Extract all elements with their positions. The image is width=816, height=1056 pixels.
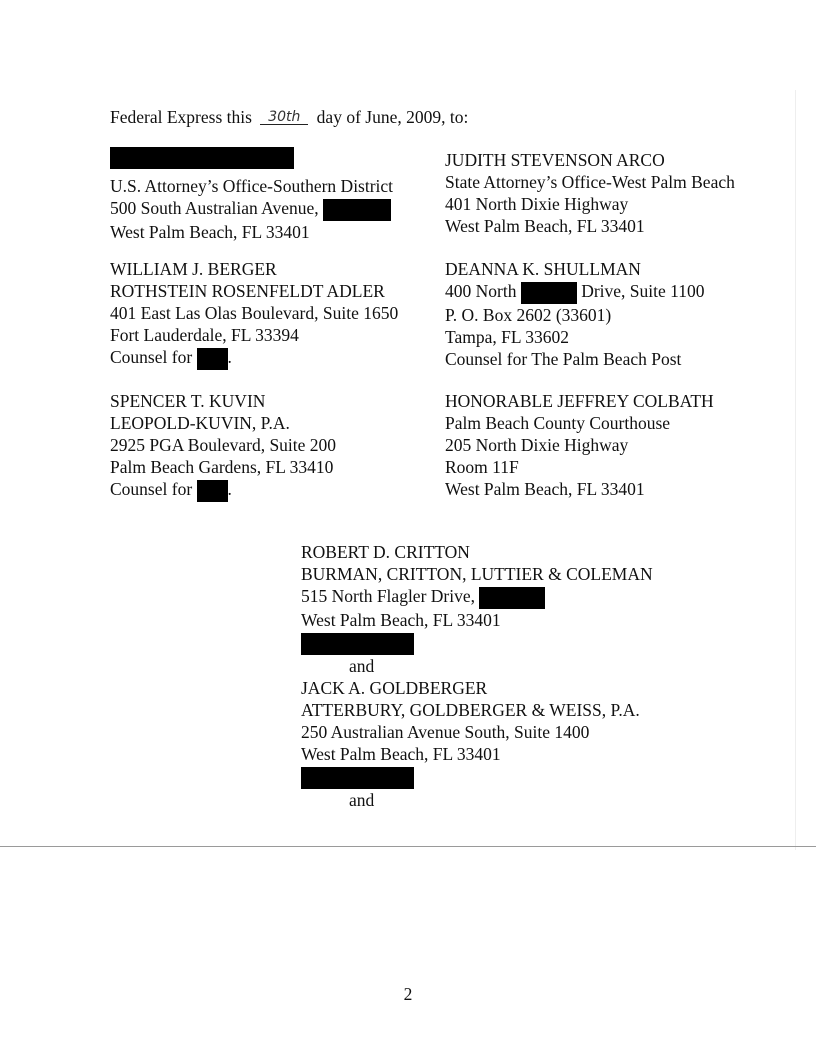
- redaction-bar: [301, 767, 414, 789]
- redaction-row: [301, 631, 653, 655]
- redaction-row: [301, 765, 653, 789]
- attorney-name: ROBERT D. CRITTON: [301, 542, 470, 562]
- redaction-bar: [197, 348, 228, 370]
- address-line: 400 North Drive, Suite 1100: [445, 280, 705, 304]
- attorney-name: SPENCER T. KUVIN: [110, 391, 266, 411]
- address-line: Room 11F: [445, 457, 519, 477]
- scan-artifact-line: [795, 90, 796, 850]
- counsel-line: Counsel for The Palm Beach Post: [445, 348, 682, 369]
- address-line: Fort Lauderdale, FL 33394: [110, 325, 299, 345]
- address-line: Palm Beach County Courthouse: [445, 413, 671, 433]
- firm-name: BURMAN, CRITTON, LUTTIER & COLEMAN: [301, 564, 653, 584]
- address-line: 250 Australian Avenue South, Suite 1400: [301, 721, 590, 742]
- address-line: 500 South Australian Avenue,: [110, 197, 393, 221]
- address-line: U.S. Attorney’s Office-Southern District: [110, 176, 394, 196]
- counsel-line: Counsel for .: [110, 478, 336, 502]
- redaction-bar: [479, 587, 545, 609]
- address-line: West Palm Beach, FL 33401: [301, 743, 501, 764]
- address-line: West Palm Beach, FL 33401: [445, 479, 645, 499]
- counsel-line: Counsel for .: [110, 346, 398, 370]
- handwritten-day: 30th: [260, 110, 308, 125]
- address-line: West Palm Beach, FL 33401: [110, 221, 310, 242]
- intro-text-after: day of June, 2009, to:: [316, 107, 469, 127]
- recipient-kuvin: [110, 390, 336, 502]
- conjunction-and: and: [349, 655, 375, 676]
- intro-line: [110, 106, 468, 128]
- firm-name: LEOPOLD-KUVIN, P.A.: [110, 413, 290, 433]
- firm-name: ATTERBURY, GOLDBERGER & WEISS, P.A.: [301, 699, 640, 720]
- address-line: 205 North Dixie Highway: [445, 435, 629, 455]
- attorney-name: WILLIAM J. BERGER: [110, 259, 277, 279]
- firm-name: ROTHSTEIN ROSENFELDT ADLER: [110, 281, 385, 301]
- address-line: 401 North Dixie Highway: [445, 194, 629, 214]
- address-line: West Palm Beach, FL 33401: [301, 609, 501, 630]
- recipient-colbath: [445, 390, 714, 500]
- footer-divider: [0, 846, 816, 847]
- redaction-bar: [110, 147, 294, 169]
- address-line: P. O. Box 2602 (33601): [445, 304, 612, 325]
- attorney-name: DEANNA K. SHULLMAN: [445, 259, 641, 279]
- attorney-name: JACK A. GOLDBERGER: [301, 677, 488, 698]
- attorney-name: JUDITH STEVENSON ARCO: [445, 150, 665, 170]
- recipient-us-attorney: [110, 147, 393, 243]
- address-line: Palm Beach Gardens, FL 33410: [110, 457, 334, 477]
- redaction-bar: [521, 282, 577, 304]
- address-line: 401 East Las Olas Boulevard, Suite 1650: [110, 303, 399, 323]
- redaction-bar: [197, 480, 228, 502]
- page-number: 2: [403, 984, 413, 1004]
- address-line: 2925 PGA Boulevard, Suite 200: [110, 435, 337, 455]
- recipient-arco: [445, 149, 735, 237]
- recipient-shullman: [445, 258, 705, 370]
- intro-text-before: Federal Express this: [110, 107, 252, 127]
- address-line: 515 North Flagler Drive,: [301, 585, 653, 609]
- conjunction-and: and: [349, 789, 375, 810]
- office-name: State Attorney’s Office-West Palm Beach: [445, 172, 735, 192]
- redaction-bar: [301, 633, 414, 655]
- redaction-bar: [323, 199, 391, 221]
- recipient-critton-goldberger: [301, 541, 653, 811]
- address-line: Tampa, FL 33602: [445, 326, 570, 347]
- address-line: West Palm Beach, FL 33401: [445, 216, 645, 236]
- judge-name: HONORABLE JEFFREY COLBATH: [445, 391, 714, 411]
- recipient-berger: [110, 258, 398, 370]
